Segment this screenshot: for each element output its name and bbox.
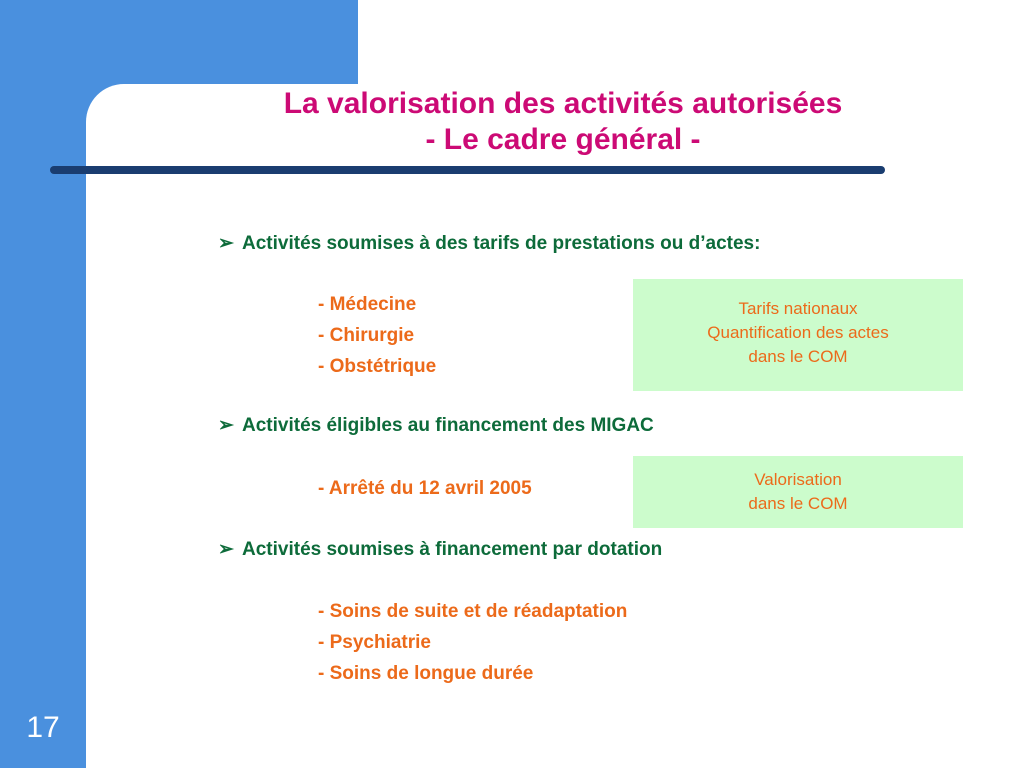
- list-item: - Psychiatrie: [318, 632, 431, 653]
- section-heading-text: Activités éligibles au financement des MIGAC: [242, 415, 654, 436]
- section-items-migac: [318, 473, 532, 504]
- box-line: Tarifs nationaux: [738, 299, 858, 318]
- arrow-bullet-icon: ➢: [218, 415, 234, 436]
- list-item: - Soins de suite et de réadaptation: [318, 601, 628, 622]
- slide-title-line-1: La valorisation des activités autorisées: [283, 87, 843, 120]
- list-item: - Obstétrique: [318, 356, 437, 377]
- box-line: Quantification des actes: [707, 323, 889, 342]
- valorisation-box: [633, 456, 963, 528]
- decorative-left-band: [0, 0, 86, 768]
- section-heading-text: Activités soumises à financement par dotation: [242, 539, 663, 560]
- section-items-dotation: [318, 596, 627, 689]
- title-underline-rule: [50, 166, 885, 174]
- box-line: dans le COM: [748, 494, 848, 513]
- box-line: dans le COM: [748, 347, 848, 366]
- list-item: - Arrêté du 12 avril 2005: [318, 478, 532, 499]
- tarifs-nationaux-box: [633, 279, 963, 391]
- section-heading-migac: [218, 414, 654, 438]
- list-item: - Soins de longue durée: [318, 663, 534, 684]
- slide-title-line-2: - Le cadre général -: [425, 123, 701, 156]
- list-item: - Chirurgie: [318, 325, 415, 346]
- page-number: 17: [26, 711, 60, 744]
- section-heading-tarifs: [218, 232, 760, 256]
- section-items-tarifs: [318, 289, 436, 382]
- slide-title: [100, 86, 1024, 158]
- list-item: - Médecine: [318, 294, 417, 315]
- section-heading-text: Activités soumises à des tarifs de prestations ou d’actes:: [242, 233, 761, 254]
- section-heading-dotation: [218, 538, 662, 562]
- arrow-bullet-icon: ➢: [218, 539, 234, 560]
- arrow-bullet-icon: ➢: [218, 233, 234, 254]
- box-line: Valorisation: [754, 470, 842, 489]
